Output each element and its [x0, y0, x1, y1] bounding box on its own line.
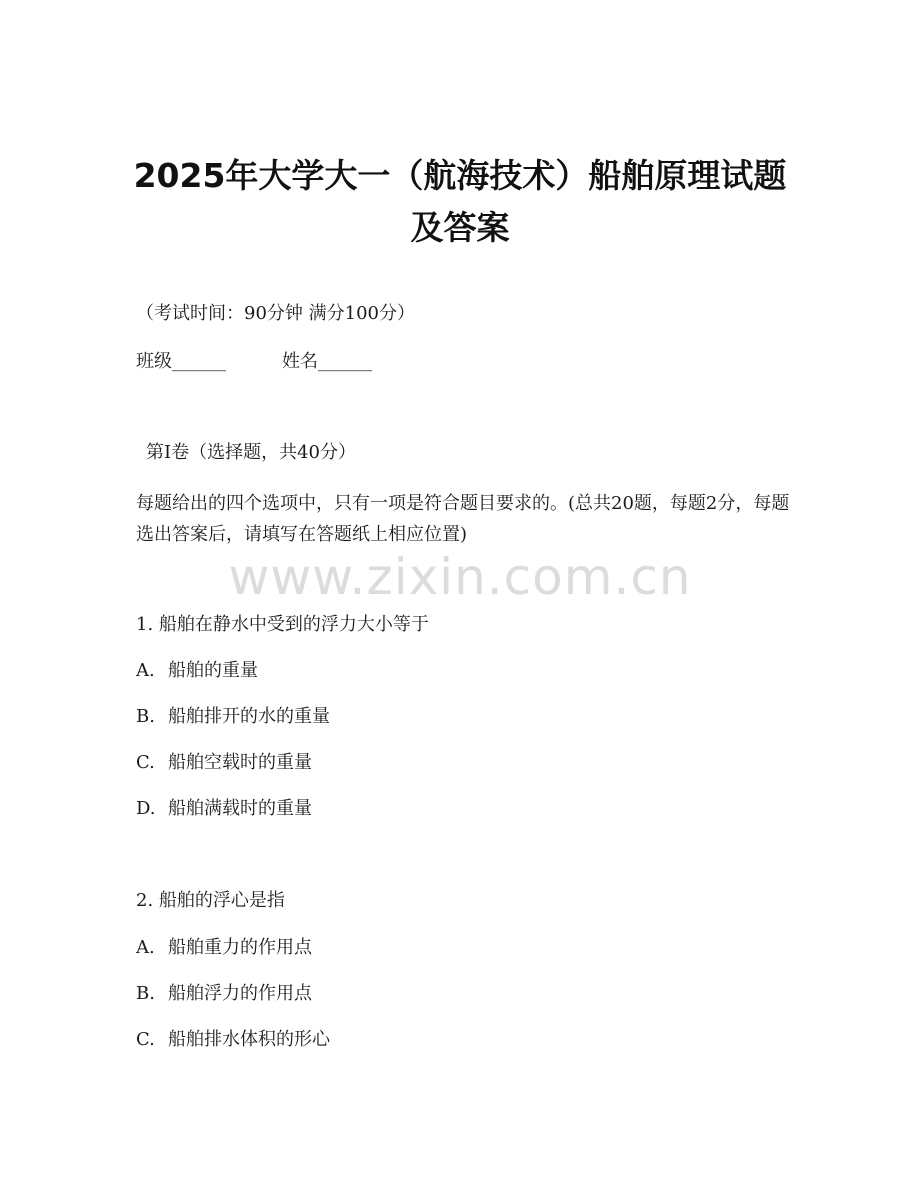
option-text: 船舶满载时的重量	[168, 798, 312, 819]
question-1-option-d	[136, 797, 312, 821]
option-label: C.	[136, 752, 155, 773]
question-2-stem: 2. 船舶的浮心是指	[136, 890, 285, 911]
option-text: 船舶浮力的作用点	[168, 983, 312, 1004]
watermark: www.zixin.com.cn	[228, 548, 692, 606]
question-1-option-c	[136, 751, 312, 775]
student-info-row	[136, 350, 372, 374]
option-label: A.	[136, 660, 155, 681]
question-1-option-a	[136, 659, 258, 683]
option-text: 船舶排水体积的形心	[168, 1029, 330, 1050]
option-label: B.	[136, 983, 155, 1004]
question-2-option-c	[136, 1028, 330, 1052]
question-1-option-b	[136, 705, 330, 729]
option-text: 船舶的重量	[168, 660, 258, 681]
section-title: 第Ⅰ卷（选择题，共40分）	[146, 442, 357, 463]
option-text: 船舶排开的水的重量	[168, 706, 330, 727]
title-line-2: 及答案	[410, 208, 510, 247]
option-text: 船舶空载时的重量	[168, 752, 312, 773]
name-field: 姓名______	[282, 351, 372, 372]
option-label: C.	[136, 1029, 155, 1050]
question-1-stem: 1. 船舶在静水中受到的浮力大小等于	[136, 614, 429, 635]
option-label: A.	[136, 937, 155, 958]
instructions: 每题给出的四个选项中，只有一项是符合题目要求的。(总共20题，每题2分，每题选出答案后，请填写在答题纸上相应位置)	[136, 493, 790, 545]
question-2-option-b	[136, 982, 312, 1006]
option-label: B.	[136, 706, 155, 727]
page-title	[0, 150, 920, 254]
class-field: 班级______	[136, 351, 226, 372]
option-text: 船舶重力的作用点	[168, 937, 312, 958]
exam-info: （考试时间：90分钟 满分100分）	[136, 303, 415, 324]
title-line-1: 2025年大学大一（航海技术）船舶原理试题	[133, 156, 787, 195]
question-2-option-a	[136, 936, 312, 960]
option-label: D.	[136, 798, 156, 819]
